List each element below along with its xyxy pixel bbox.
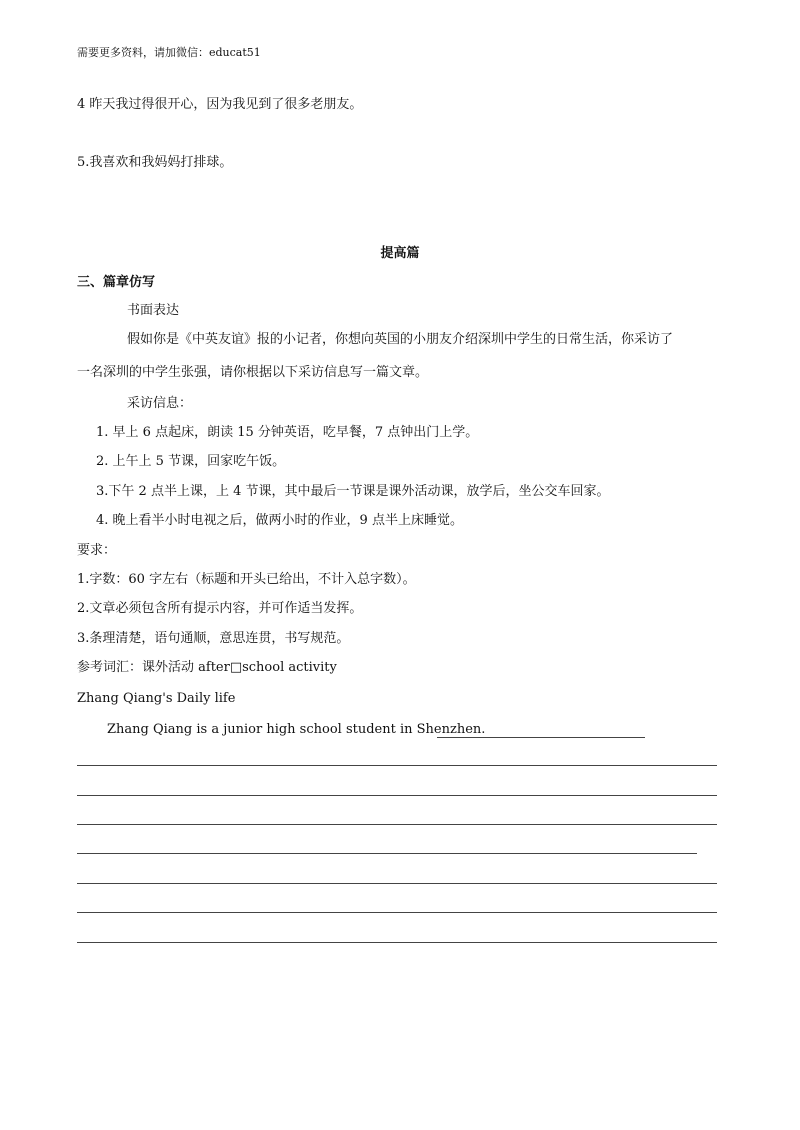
essay-opening: Zhang Qiang is a junior high school student in Shenzhen. bbox=[107, 722, 486, 737]
item-4: 4 昨天我过得很开心，因为我见到了很多老朋友。 bbox=[77, 97, 363, 112]
vocab-hint: 参考词汇：课外活动 after□school activity bbox=[77, 660, 337, 675]
header-note: 需要更多资料，请加微信：educat51 bbox=[77, 46, 261, 59]
writing-line[interactable] bbox=[77, 912, 717, 913]
writing-line[interactable] bbox=[77, 883, 717, 884]
requirement-3: 3.条理清楚，语句通顺，意思连贯，书写规范。 bbox=[77, 631, 350, 646]
interview-item-3: 3.下午 2 点半上课，上 4 节课，其中最后一节课是课外活动课，放学后，坐公交车回家。 bbox=[96, 484, 610, 499]
prompt-line-1: 假如你是《中英友谊》报的小记者，你想向英国的小朋友介绍深圳中学生的日常生活，你采访了 bbox=[127, 332, 674, 347]
interview-item-2: 2. 上午上 5 节课，回家吃午饭。 bbox=[96, 454, 286, 469]
requirement-2: 2.文章必须包含所有提示内容，并可作适当发挥。 bbox=[77, 601, 363, 616]
interview-item-4: 4. 晚上看半小时电视之后，做两小时的作业，9 点半上床睡觉。 bbox=[96, 513, 463, 528]
section-title: 提高篇 bbox=[380, 246, 420, 261]
writing-line[interactable] bbox=[77, 795, 717, 796]
interview-item-1: 1. 早上 6 点起床，朗读 15 分钟英语，吃早餐，7 点钟出门上学。 bbox=[96, 425, 479, 440]
prompt-line-2: 一名深圳的中学生张强，请你根据以下采访信息写一篇文章。 bbox=[77, 365, 429, 380]
writing-line[interactable] bbox=[77, 824, 717, 825]
essay-title: Zhang Qiang's Daily life bbox=[77, 691, 236, 706]
requirement-1: 1.字数：60 字左右（标题和开头已给出，不计入总字数）。 bbox=[77, 572, 416, 587]
writing-line[interactable] bbox=[77, 765, 717, 766]
item-5: 5.我喜欢和我妈妈打排球。 bbox=[77, 155, 233, 170]
writing-line-opening[interactable] bbox=[437, 737, 645, 738]
interview-label: 采访信息： bbox=[127, 396, 193, 411]
subheading: 书面表达 bbox=[127, 303, 180, 318]
part-heading: 三、篇章仿写 bbox=[77, 275, 156, 290]
writing-line[interactable] bbox=[77, 853, 697, 854]
requirements-label: 要求： bbox=[77, 543, 117, 558]
writing-line[interactable] bbox=[77, 942, 717, 943]
